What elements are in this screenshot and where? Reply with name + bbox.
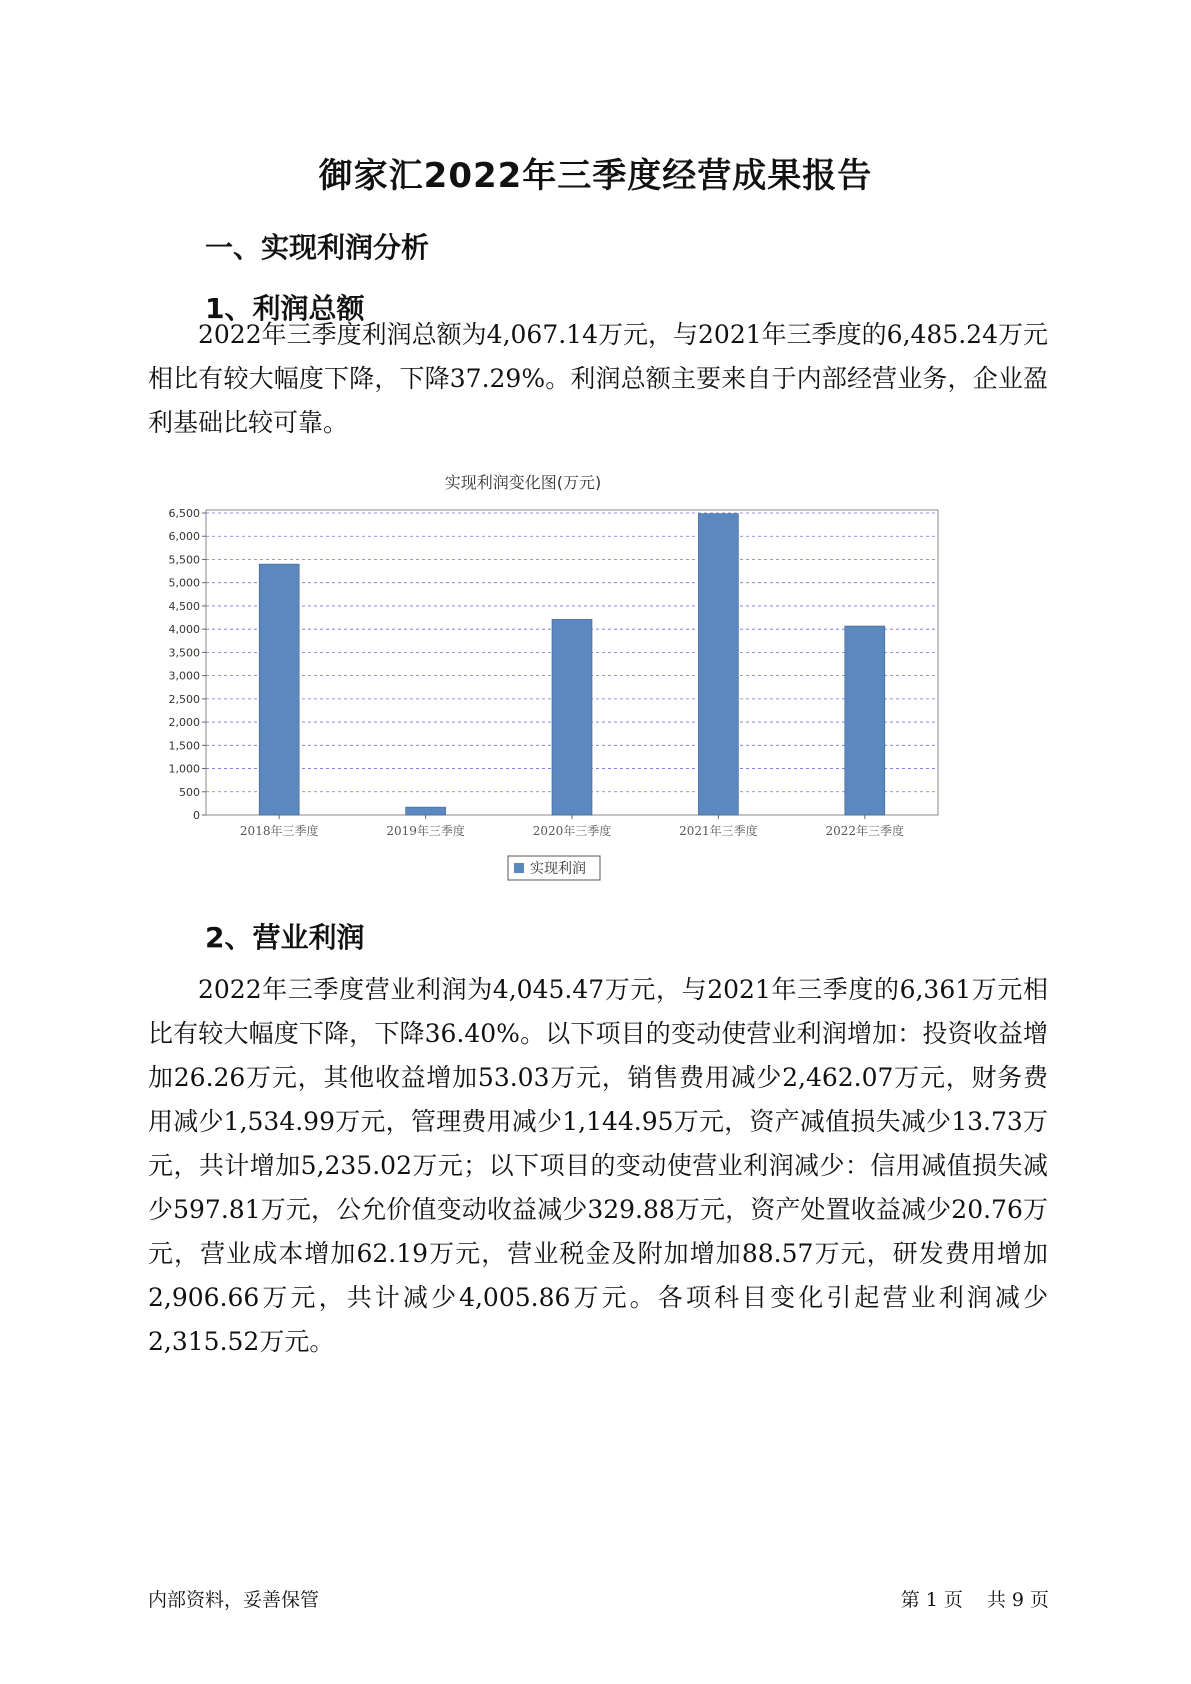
subsection-heading-operating-profit: 2、营业利润 xyxy=(205,921,365,954)
bar-5 xyxy=(845,626,885,815)
footer-page-number xyxy=(895,1585,1049,1612)
y-tick-label: 6,000 xyxy=(168,530,200,544)
bar-1 xyxy=(259,564,299,815)
paragraph-operating-profit: 2022年三季度营业利润为4,045.47万元，与2021年三季度的6,361万元相比有较大幅度下降，下降36.40%。以下项目的变动使营业利润增加：投资收益增加26.26万元，其他收益增加53.03万元，销售费用减少2,462.07万元，财务费用减少1,534.99万元，管理费用减少1,144.95万元，资产减值损失减少13.73万元，共计增加5,235.02万元；以下项目的变动使营业利润减少：信用减值损失减少597.81万元，公允价值变动收益减少329.88万元，资产处置收益减少20.76万元，营业成本增加62.19万元，营业税金及附加增加88.57万元，研发费用增加2,906.66万元，共计减少4,005.86万元。各项科目变化引起营业利润减少2,315.52万元。 xyxy=(148,975,1048,1356)
y-tick-label: 2,500 xyxy=(168,692,200,706)
footer-confidential-note: 内部资料，妥善保管 xyxy=(148,1589,320,1611)
subsection-heading-total-profit: 1、利润总额 xyxy=(205,292,365,325)
y-tick-label: 6,500 xyxy=(168,507,200,521)
y-tick-label: 2,000 xyxy=(168,716,200,730)
bar-3 xyxy=(552,619,592,815)
chart-x-axis xyxy=(240,815,904,838)
page-total: 9 xyxy=(1011,1589,1024,1611)
chart-title: 实现利润变化图(万元) xyxy=(444,473,602,492)
y-tick-label: 1,000 xyxy=(168,762,200,776)
chart-canvas xyxy=(148,470,1048,920)
total-unit: 页 xyxy=(1029,1589,1049,1611)
y-tick-label: 3,500 xyxy=(168,646,200,660)
x-tick-label: 2022年三季度 xyxy=(825,824,905,838)
bar-2 xyxy=(406,807,446,815)
x-tick-label: 2019年三季度 xyxy=(386,824,465,838)
report-title: 御家汇2022年三季度经营成果报告 xyxy=(318,156,873,196)
y-tick-label: 4,000 xyxy=(168,623,200,637)
page-prefix: 第 xyxy=(900,1589,920,1611)
legend-swatch xyxy=(514,863,524,873)
x-tick-label: 2020年三季度 xyxy=(532,824,612,838)
paragraph-total-profit: 2022年三季度利润总额为4,067.14万元，与2021年三季度的6,485.24万元相比有较大幅度下降，下降37.29%。利润总额主要来自于内部经营业务，企业盈利基础比较可靠。 xyxy=(148,320,1048,437)
profit-bar-chart xyxy=(148,473,1048,950)
chart-y-axis xyxy=(169,507,207,822)
section-heading-profit-analysis: 一、实现利润分析 xyxy=(205,231,430,264)
legend-label: 实现利润 xyxy=(530,861,586,877)
y-tick-label: 5,000 xyxy=(168,576,200,590)
chart-bars xyxy=(259,514,885,815)
y-tick-label: 500 xyxy=(179,785,200,799)
y-tick-label: 3,000 xyxy=(168,669,200,683)
y-tick-label: 5,500 xyxy=(168,553,200,567)
x-tick-label: 2021年三季度 xyxy=(679,824,758,838)
y-tick-label: 1,500 xyxy=(168,739,200,753)
page-unit: 页 xyxy=(943,1589,963,1611)
page-current: 1 xyxy=(925,1589,938,1611)
chart-legend xyxy=(508,856,600,880)
x-tick-label: 2018年三季度 xyxy=(239,824,319,838)
y-tick-label: 0 xyxy=(193,809,200,822)
bar-4 xyxy=(698,514,738,815)
total-prefix: 共 xyxy=(986,1589,1006,1611)
y-tick-label: 4,500 xyxy=(168,599,200,613)
